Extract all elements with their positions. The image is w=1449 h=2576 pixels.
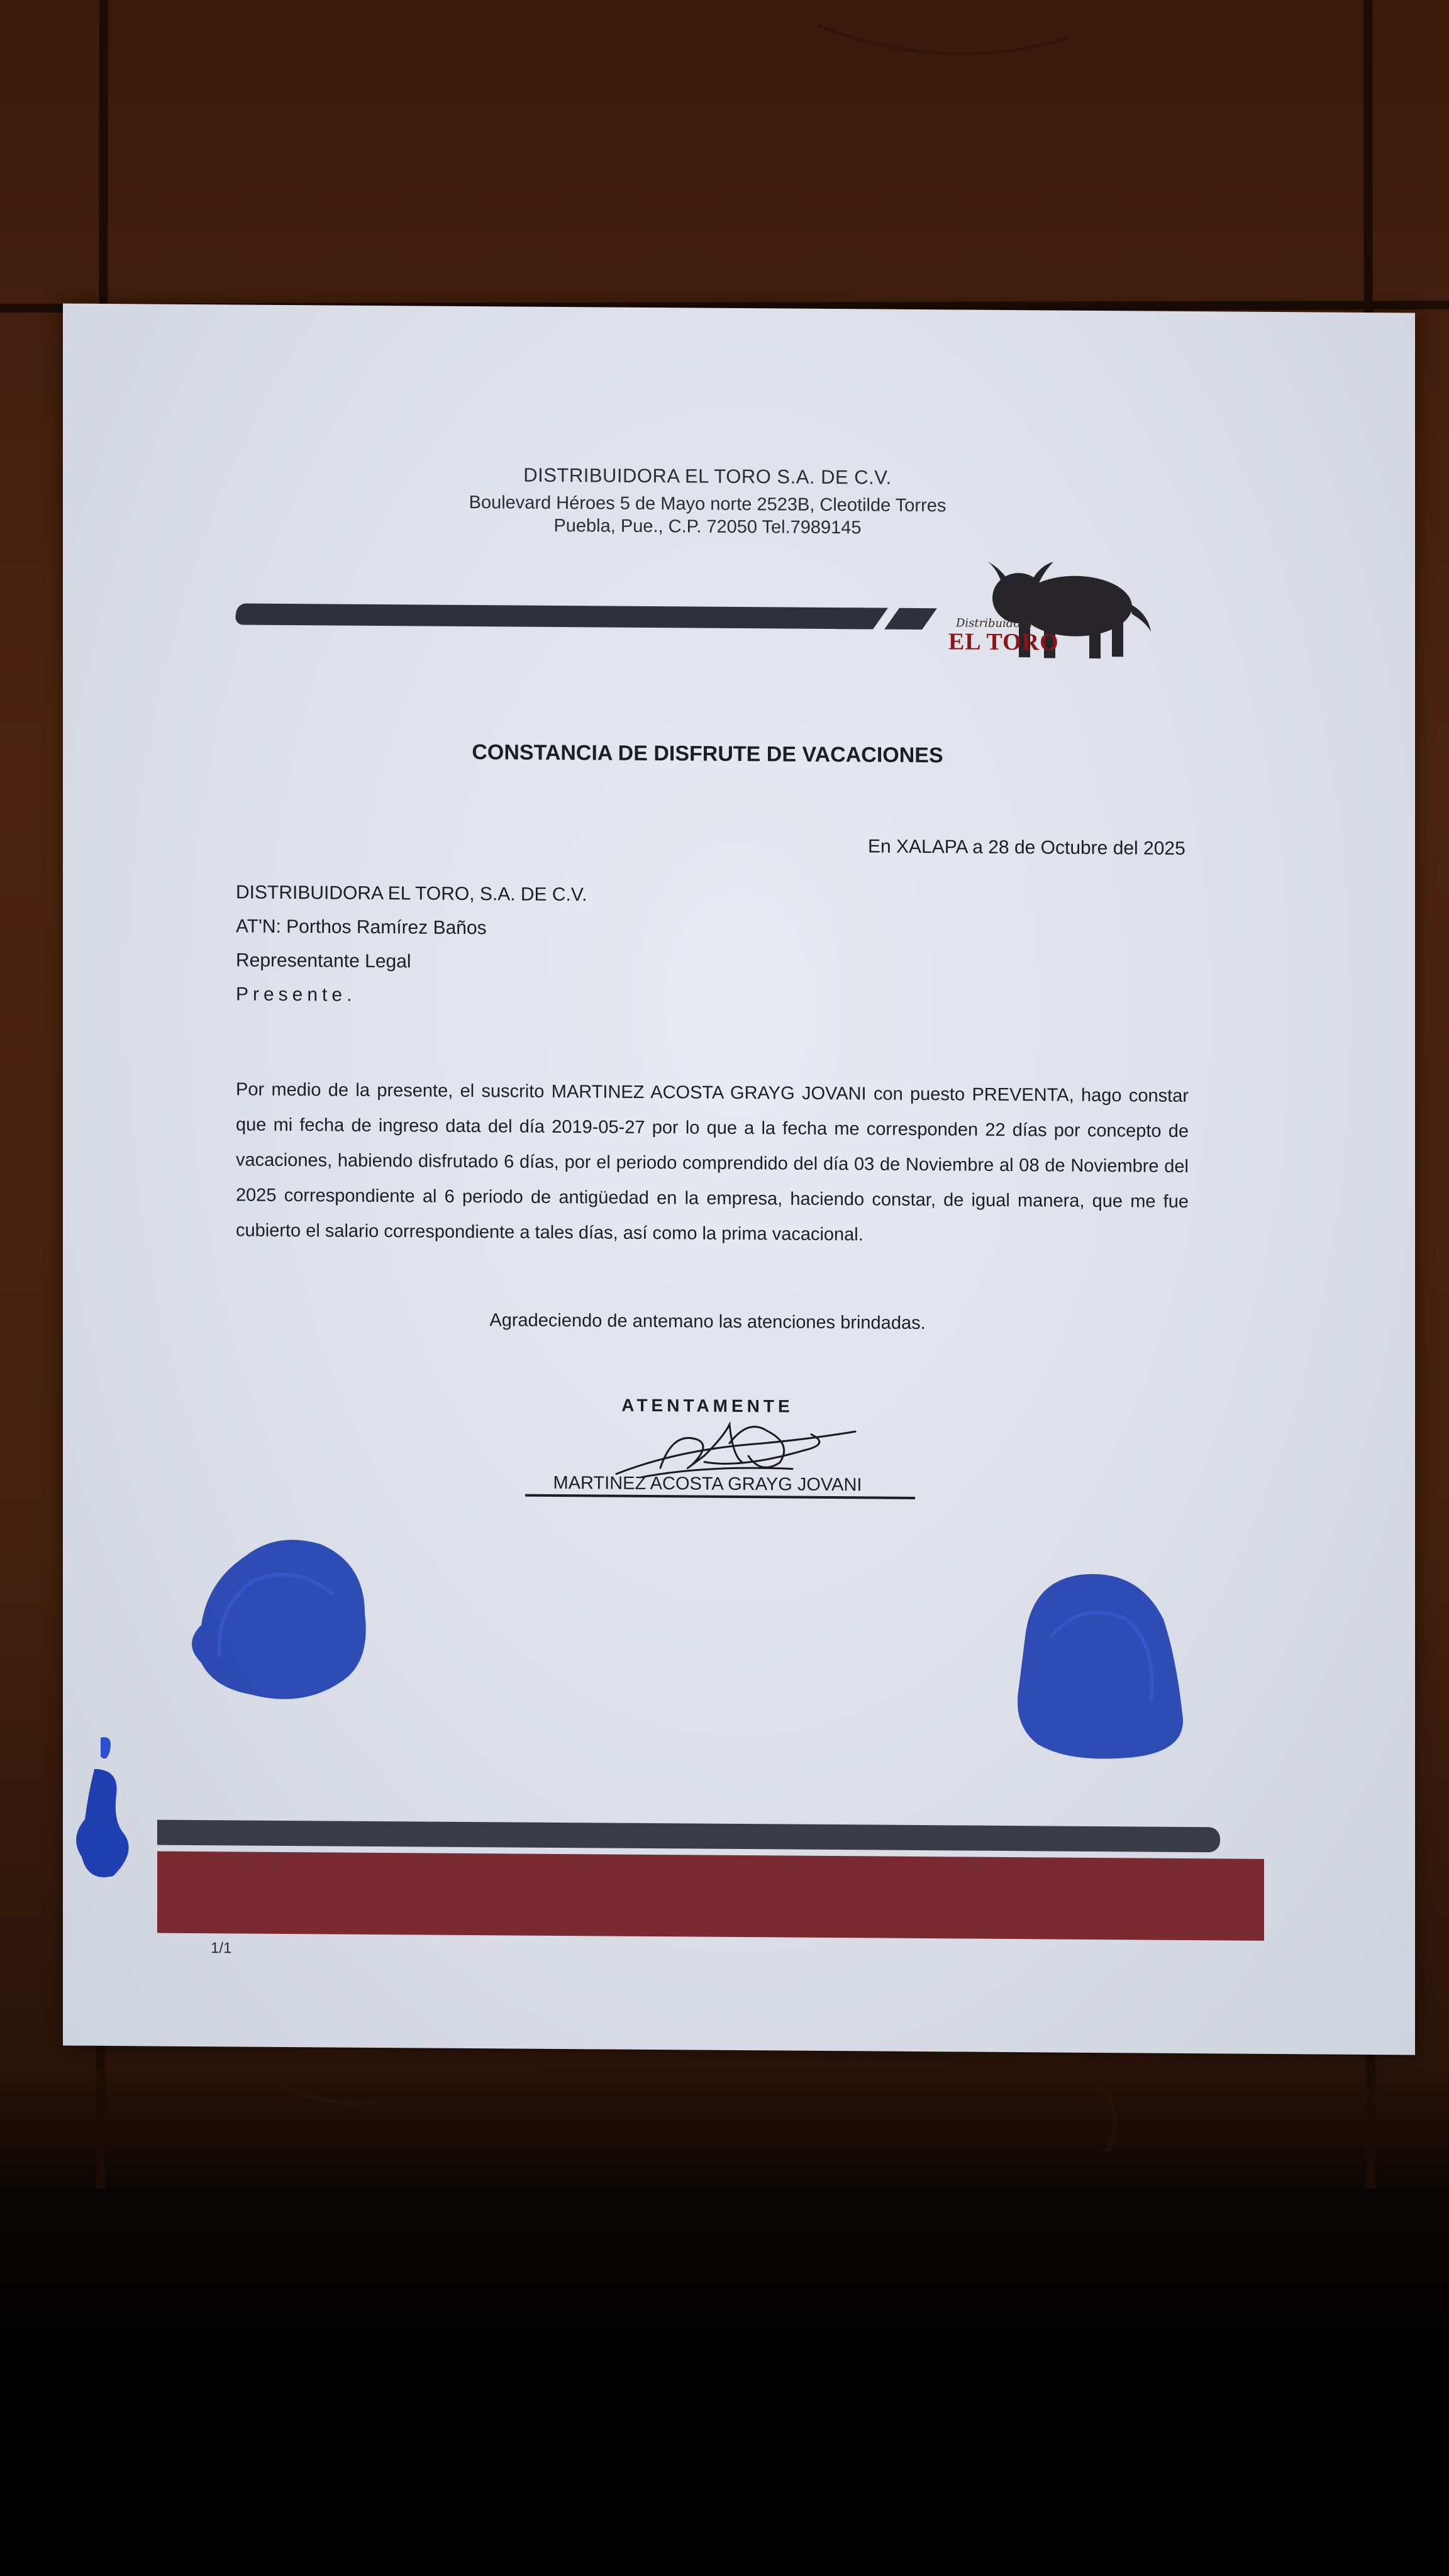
floor-shadow (0, 2189, 1449, 2576)
document-title: CONSTANCIA DE DISFRUTE DE VACACIONES (472, 740, 943, 768)
ink-smudge (63, 1731, 151, 1882)
signature-label: ATENTAMENTE (621, 1395, 794, 1416)
logo-script-text: Distribuidora (956, 616, 1033, 631)
company-name: DISTRIBUIDORA EL TORO S.A. DE C.V. (523, 464, 892, 489)
addressee-company: DISTRIBUIDORA EL TORO, S.A. DE C.V. (236, 882, 587, 906)
body-paragraph: Por medio de la presente, el suscrito MARTINEZ ACOSTA GRAYG JOVANI con puesto PREVENTA, hago constar que mi fecha de ingreso data del día 2019-05-27 por lo que a la fecha me corresponden 22 días por concepto de vacaciones, habiendo disfrutado 6 días, por el periodo comprendido del día 03 de Noviembre al 08 de Noviembre del 2025 correspondiente al 6 periodo de antigüedad en la empresa, haciendo constar, de igual manera, que me fue cubierto el salario correspondiente a tales días, así como la prima vacacional. (236, 1079, 1189, 1245)
document-page (63, 303, 1415, 2055)
fingerprint-right (1006, 1562, 1195, 1770)
addressee-attention: AT'N: Porthos Ramírez Baños (236, 916, 487, 939)
footer-band-dark (157, 1820, 1220, 1853)
header-band-stripe (884, 608, 937, 630)
fingerprint-left (176, 1518, 384, 1708)
company-city-phone: Puebla, Pue., C.P. 72050 Tel.7989145 (553, 515, 862, 538)
signer-name: MARTINEZ ACOSTA GRAYG JOVANI (553, 1472, 862, 1496)
header-band (235, 603, 867, 629)
date-line: En XALAPA a 28 de Octubre del 2025 (868, 836, 1185, 859)
logo-brand-text: EL TORO (948, 628, 1059, 656)
handwritten-signature (604, 1404, 868, 1482)
footer-band-red (157, 1852, 1264, 1941)
addressee-role: Representante Legal (236, 950, 411, 972)
page-number: 1/1 (211, 1940, 232, 1957)
addressee-presente: Presente. (236, 984, 357, 1006)
closing-line: Agradeciendo de antemano las atenciones brindadas. (489, 1310, 926, 1334)
company-address: Boulevard Héroes 5 de Mayo norte 2523B, Cleotilde Torres (469, 492, 947, 516)
company-logo (943, 542, 1157, 669)
